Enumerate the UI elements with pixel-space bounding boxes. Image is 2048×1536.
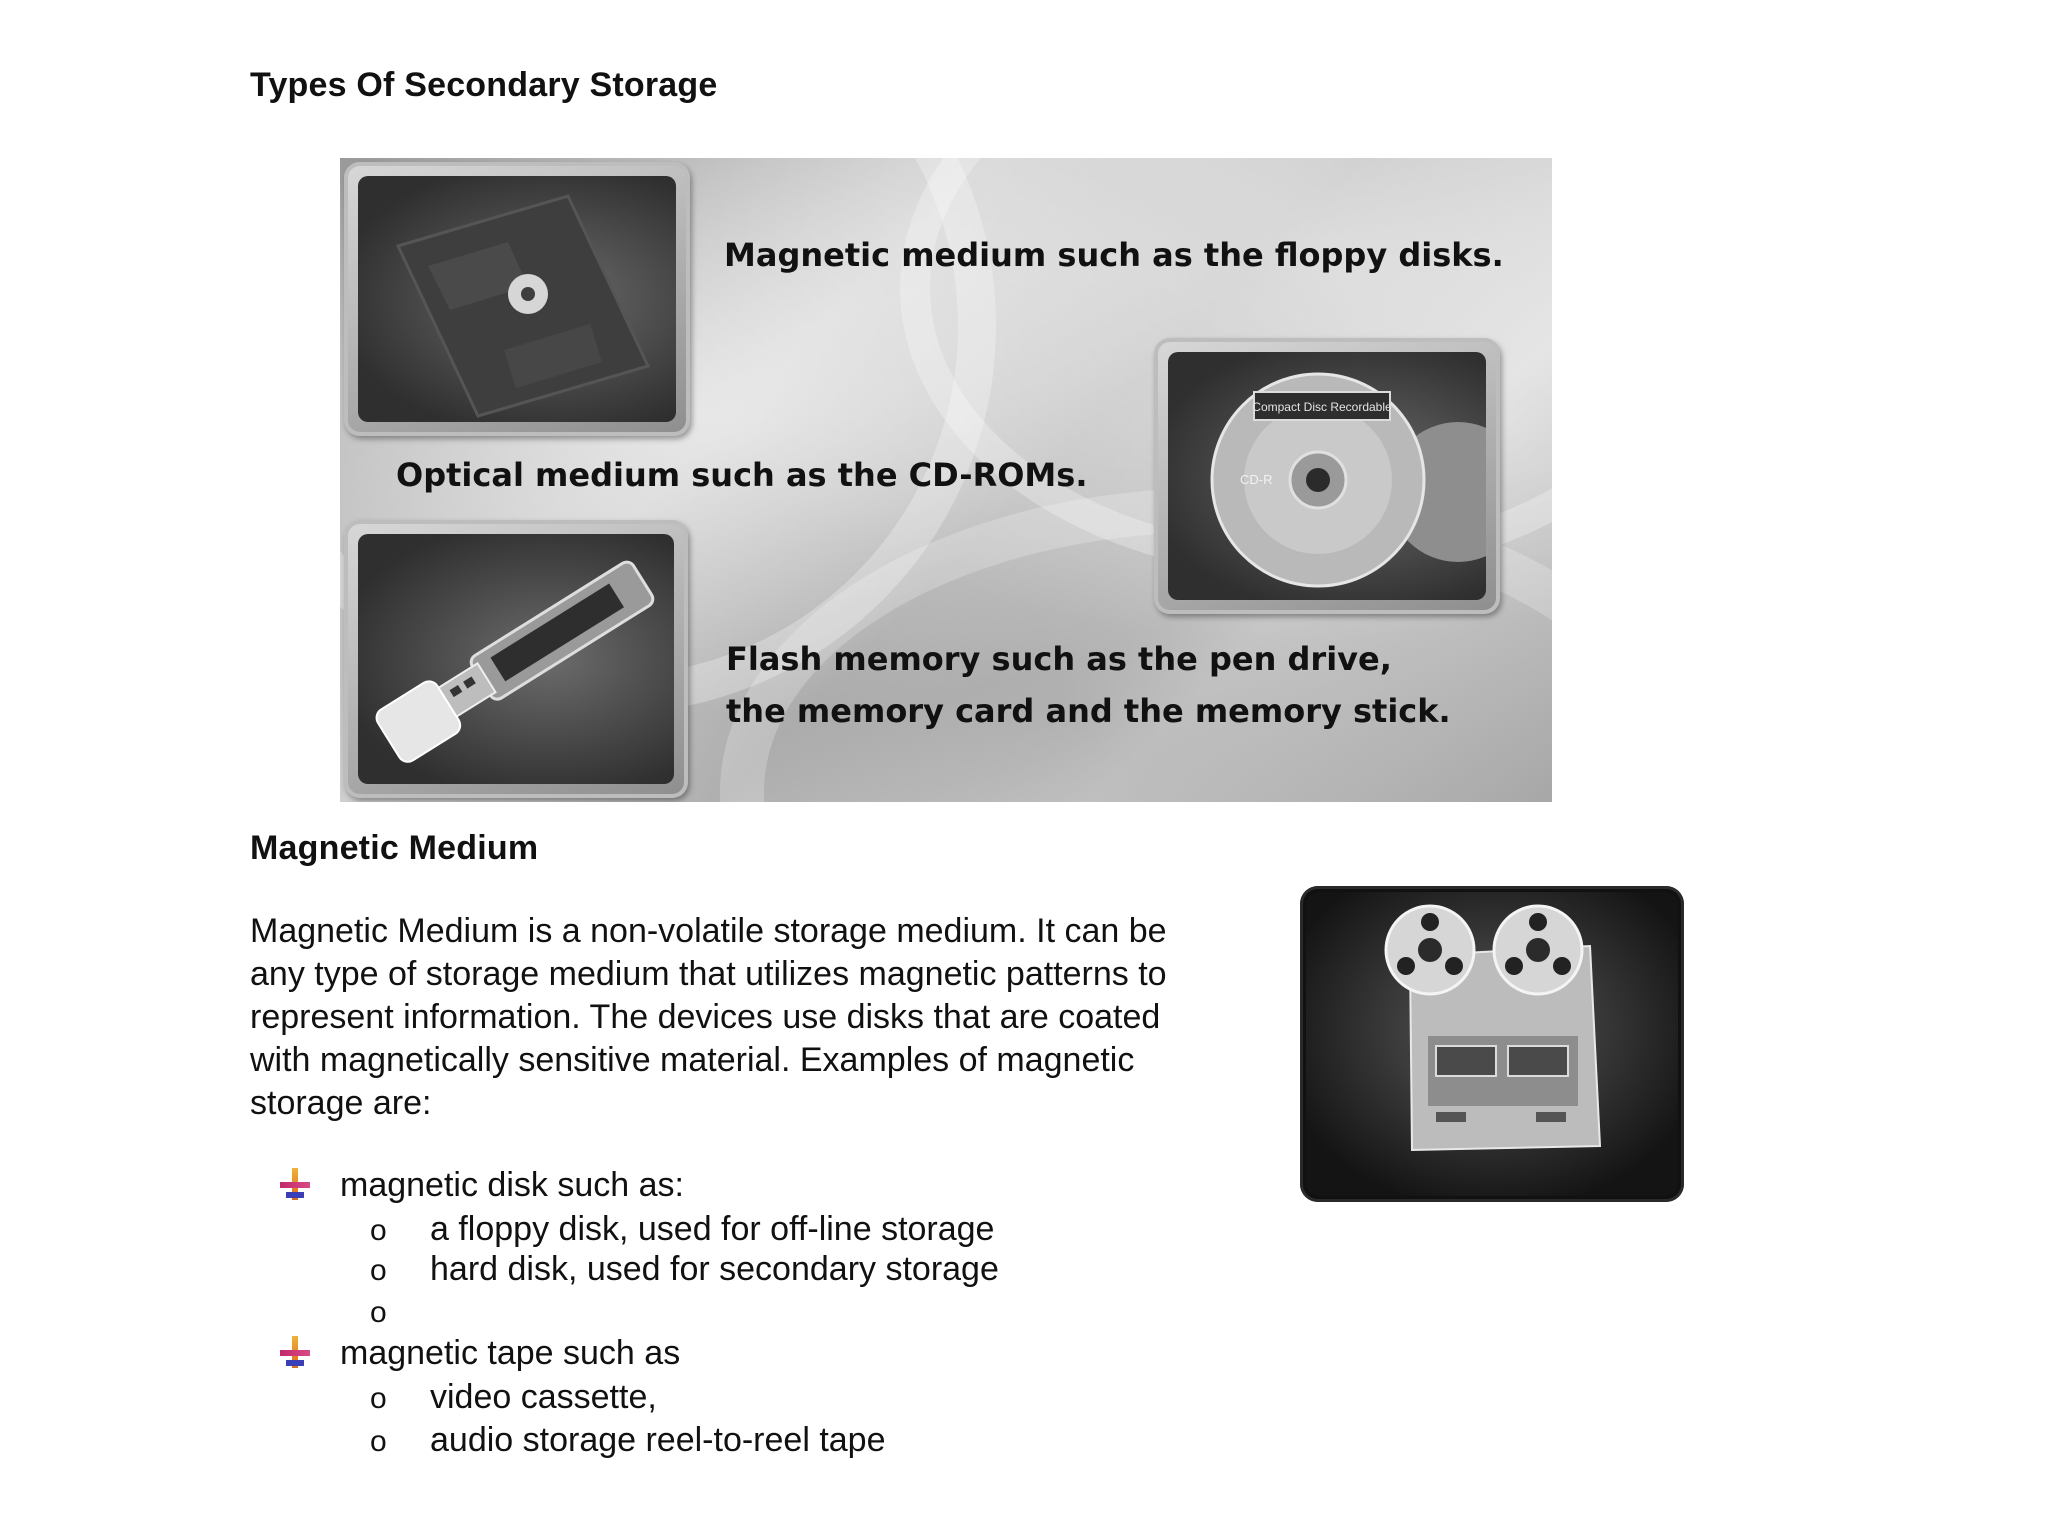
plus-bullet-icon	[280, 1336, 310, 1368]
cd-rom-photo	[1154, 338, 1500, 614]
cd-mark-text: CD-R	[1240, 472, 1273, 487]
plus-bullet-icon	[280, 1168, 310, 1200]
sub-item-text: hard disk, used for secondary storage	[430, 1250, 999, 1288]
circle-bullet-icon: o	[370, 1425, 387, 1458]
sub-item-text: audio storage reel-to-reel tape	[430, 1421, 886, 1459]
caption-optical: Optical medium such as the CD-ROMs.	[396, 456, 1088, 494]
paragraph-line: with magnetically sensitive material. Examples of magnetic	[250, 1041, 1135, 1079]
circle-bullet-icon: o	[370, 1296, 387, 1329]
floppy-disk-photo	[344, 162, 690, 436]
caption-flash-line2: the memory card and the memory stick.	[726, 692, 1451, 730]
caption-floppy: Magnetic medium such as the floppy disks.	[724, 236, 1504, 274]
reel-to-reel-tape-photo	[1300, 886, 1684, 1202]
pen-drive-photo	[344, 520, 688, 798]
circle-bullet-icon: o	[370, 1214, 387, 1247]
section-title-magnetic: Magnetic Medium	[250, 829, 539, 867]
cd-label-text: Compact Disc Recordable	[1252, 400, 1392, 414]
magnetic-paragraph	[250, 910, 1250, 1125]
section-title-types: Types Of Secondary Storage	[250, 66, 718, 104]
sub-item-text: a floppy disk, used for off-line storage	[430, 1210, 995, 1248]
paragraph-line: Magnetic Medium is a non-volatile storage medium. It can be	[250, 912, 1167, 950]
paragraph-line: any type of storage medium that utilizes magnetic patterns to	[250, 955, 1167, 993]
paragraph-line: represent information. The devices use disks that are coated	[250, 998, 1161, 1036]
sub-item-text: video cassette,	[430, 1378, 657, 1416]
list-item-magnetic-disk: magnetic disk such as:	[340, 1166, 684, 1204]
list-item-magnetic-tape: magnetic tape such as	[340, 1334, 681, 1372]
paragraph-line: storage are:	[250, 1084, 432, 1122]
caption-flash-line1: Flash memory such as the pen drive,	[726, 640, 1392, 678]
circle-bullet-icon: o	[370, 1254, 387, 1287]
storage-types-figure	[340, 158, 1552, 802]
circle-bullet-icon: o	[370, 1382, 387, 1415]
